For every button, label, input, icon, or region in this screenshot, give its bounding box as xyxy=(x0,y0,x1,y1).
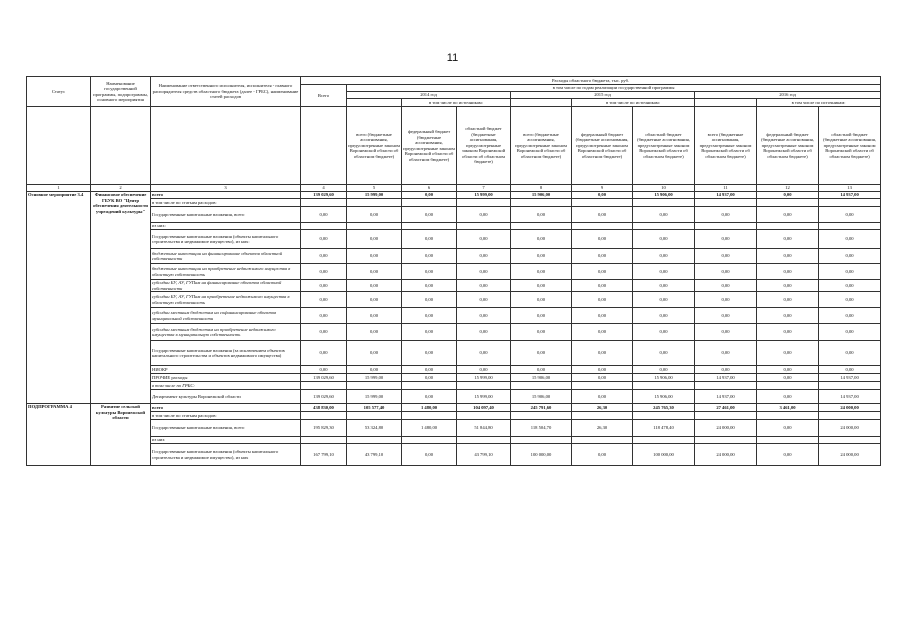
row-value: 14 937,00 xyxy=(695,192,757,199)
header-sources-2016: в том числе по источникам: xyxy=(757,99,881,107)
row-value: 15 906,00 xyxy=(633,192,695,199)
row-value: 0,00 xyxy=(301,280,347,292)
header-executor: Наименование ответственного исполнителя, исполнителя - главного распорядителя средств областного бюджета (далее - ГРБС), наименование статей расходов xyxy=(151,77,301,107)
row-label: субсидии БУ, АУ, ГУПам на финансирование объектов областной собственности xyxy=(151,280,301,292)
row-value: 15 906,00 xyxy=(511,374,572,382)
row-value xyxy=(301,223,347,230)
row-value: 0,00 xyxy=(402,249,457,264)
row-value: 0,00 xyxy=(819,341,881,366)
row-value: 0,00 xyxy=(402,264,457,280)
row-value xyxy=(457,199,511,207)
header-col-total-2015: всего (бюджетные ассигнования, предусмотренные законом Воронежской области об областном бюджете) xyxy=(511,107,572,185)
row-value: 0,00 xyxy=(572,341,633,366)
row-value: 0,00 xyxy=(572,444,633,466)
row-value: 0,00 xyxy=(402,366,457,374)
row-value: 0,00 xyxy=(633,292,695,308)
row-value: 0,00 xyxy=(819,366,881,374)
row-label: субсидии БУ, АУ, ГУПам на приобретение недвижимого имущества в областную собственность xyxy=(151,292,301,308)
row-value: 0,00 xyxy=(695,230,757,249)
row-value: 0,00 xyxy=(301,249,347,264)
row-value: 14 937,00 xyxy=(695,390,757,404)
col-number: 3 xyxy=(151,185,301,192)
row-value xyxy=(819,382,881,390)
table-row xyxy=(27,404,881,412)
row-value: 15 999,00 xyxy=(457,374,511,382)
row-value: 0,00 xyxy=(757,207,819,223)
row-value: 26,30 xyxy=(572,420,633,437)
row-value: 0,00 xyxy=(511,366,572,374)
row-value: 104 097,40 xyxy=(457,404,511,412)
row-value: 14 937,00 xyxy=(819,390,881,404)
row-value: 100 000,00 xyxy=(633,444,695,466)
header-program-name: Наименование государственной программы, подпрограммы, основного мероприятия xyxy=(91,77,151,107)
row-value: 0,00 xyxy=(819,207,881,223)
row-value xyxy=(402,382,457,390)
row-value: 0,00 xyxy=(695,264,757,280)
header-status: Статус xyxy=(27,77,91,107)
row-value: 0,00 xyxy=(347,324,402,341)
row-value: 0,00 xyxy=(457,264,511,280)
row-value: 0,00 xyxy=(457,292,511,308)
row-label: субсидии местным бюджетам на приобретение недвижимого имущества в муниципальную собственность xyxy=(151,324,301,341)
row-value: 0,00 xyxy=(402,444,457,466)
table-row xyxy=(27,437,881,444)
header-col-regional-2014: областной бюджет (бюджетные ассигнования, предусмотренные законом Воронежской области об областном бюджете) xyxy=(457,107,511,185)
row-value: 15 906,00 xyxy=(511,192,572,199)
table-row xyxy=(27,249,881,264)
row-label: всего xyxy=(151,192,301,199)
header-col-total-2016: всего (бюджетные ассигнования, предусмотренные законом Воронежской области об областном бюджете) xyxy=(695,107,757,185)
row-value: 0,00 xyxy=(402,230,457,249)
row-value xyxy=(402,223,457,230)
header-sources-2014: в том числе по источникам: xyxy=(402,99,511,107)
row-value: 15 999,00 xyxy=(347,192,402,199)
row-value: 0,00 xyxy=(695,324,757,341)
table-row xyxy=(27,264,881,280)
row-value: 0,00 xyxy=(819,230,881,249)
row-value: 15 999,00 xyxy=(457,192,511,199)
row-value: 0,00 xyxy=(511,292,572,308)
row-value: 100 000,00 xyxy=(511,444,572,466)
row-value: 15 999,00 xyxy=(457,390,511,404)
header-expenses-title: Расходы областного бюджета, тыс. руб. xyxy=(301,77,881,85)
row-label: в том числе по ГРБС: xyxy=(151,382,301,390)
row-value: 0,00 xyxy=(402,192,457,199)
row-value xyxy=(457,412,511,420)
header-col-regional-2015: областной бюджет (бюджетные ассигнования, предусмотренные законом Воронежской области об областном бюджете) xyxy=(633,107,695,185)
row-value: 0,00 xyxy=(457,207,511,223)
row-value xyxy=(695,437,757,444)
row-value xyxy=(572,223,633,230)
row-label: из них: xyxy=(151,223,301,230)
row-label: бюджетные инвестиции на финансирование объектов областной собственности xyxy=(151,249,301,264)
row-value: 15 906,00 xyxy=(633,390,695,404)
row-value: 0,00 xyxy=(757,192,819,199)
row-value: 0,00 xyxy=(511,230,572,249)
row-value: 0,00 xyxy=(511,280,572,292)
row-value: 0,00 xyxy=(301,230,347,249)
row-value: 0,00 xyxy=(572,292,633,308)
row-value xyxy=(695,382,757,390)
row-value: 0,00 xyxy=(301,207,347,223)
row-value xyxy=(572,382,633,390)
table-row xyxy=(27,207,881,223)
row-value: 0,00 xyxy=(347,280,402,292)
row-value: 0,00 xyxy=(457,308,511,324)
row-value: 0,00 xyxy=(633,280,695,292)
row-value: 0,00 xyxy=(757,324,819,341)
row-value: 0,00 xyxy=(757,230,819,249)
row-value: 0,00 xyxy=(402,280,457,292)
row-value: 15 906,00 xyxy=(633,374,695,382)
row-value: 0,00 xyxy=(633,341,695,366)
row-value xyxy=(301,412,347,420)
row-label: Государственные капитальные вложения, всего xyxy=(151,420,301,437)
row-value xyxy=(572,437,633,444)
row-value: 438 830,00 xyxy=(301,404,347,412)
row-value: 195 829,30 xyxy=(301,420,347,437)
header-year-2016: 2016 год xyxy=(695,92,881,99)
row-value: 0,00 xyxy=(633,264,695,280)
row-value: 14 937,00 xyxy=(695,374,757,382)
row-value: 0,00 xyxy=(511,341,572,366)
row-value: 0,00 xyxy=(457,341,511,366)
row-value xyxy=(457,437,511,444)
row-label: субсидии местным бюджетам на софинансирование объектов муниципальной собственности xyxy=(151,308,301,324)
col-number: 10 xyxy=(633,185,695,192)
row-program-name: Финансовое обеспечение ГБУК ВО "Центр обеспечения деятельности учреждений культуры" xyxy=(91,192,151,404)
row-value xyxy=(757,223,819,230)
row-value xyxy=(757,382,819,390)
col-number: 1 xyxy=(27,185,91,192)
row-value xyxy=(301,382,347,390)
row-value xyxy=(633,223,695,230)
header-col-regional-2016: областной бюджет (бюджетные ассигнования, предусмотренные законом Воронежской области об областном бюджете) xyxy=(819,107,881,185)
row-status: ПОДПРОГРАММА 4 xyxy=(27,404,91,466)
row-value xyxy=(511,437,572,444)
row-value xyxy=(633,437,695,444)
row-value: 53 324,80 xyxy=(347,420,402,437)
row-value xyxy=(819,412,881,420)
row-label: Государственные капитальные вложения (объекты капитального строительства и недвижимое имущество), из них: xyxy=(151,230,301,249)
table-row xyxy=(27,230,881,249)
row-value: 14 937,00 xyxy=(819,192,881,199)
row-value xyxy=(457,223,511,230)
row-value: 0,00 xyxy=(347,341,402,366)
row-value: 24 000,00 xyxy=(695,444,757,466)
table-row xyxy=(27,192,881,199)
row-value: 0,00 xyxy=(347,264,402,280)
row-value xyxy=(402,199,457,207)
row-value: 0,00 xyxy=(511,249,572,264)
header-col-federal-2015: федеральный бюджет (бюджетные ассигнования, предусмотренные законом Воронежской области об областном бюджете) xyxy=(572,107,633,185)
row-value: 24 000,00 xyxy=(695,420,757,437)
budget-table xyxy=(26,76,881,466)
row-value: 0,00 xyxy=(695,341,757,366)
row-value: 0,00 xyxy=(572,374,633,382)
row-value: 105 577,40 xyxy=(347,404,402,412)
row-value: 0,00 xyxy=(757,341,819,366)
row-value: 24 000,00 xyxy=(819,404,881,412)
row-value: 0,00 xyxy=(301,341,347,366)
table-row xyxy=(27,374,881,382)
header-col-total-2014: всего (бюджетные ассигнования, предусмотренные законом Воронежской области об областном бюджете) xyxy=(347,107,402,185)
row-value: 0,00 xyxy=(572,230,633,249)
row-value: 0,00 xyxy=(757,308,819,324)
row-value: 0,00 xyxy=(402,390,457,404)
row-value: 26,30 xyxy=(572,404,633,412)
row-value xyxy=(347,223,402,230)
row-value: 0,00 xyxy=(819,280,881,292)
row-label: всего xyxy=(151,404,301,412)
row-value: 245 791,60 xyxy=(511,404,572,412)
row-value xyxy=(347,382,402,390)
row-value: 0,00 xyxy=(695,366,757,374)
row-value: 0,00 xyxy=(457,366,511,374)
row-value xyxy=(695,223,757,230)
row-value: 0,00 xyxy=(511,324,572,341)
header-col-federal-2014: федеральный бюджет (бюджетные ассигнования, предусмотренные законом Воронежской области об областном бюджете) xyxy=(402,107,457,185)
row-value xyxy=(633,199,695,207)
row-value: 0,00 xyxy=(347,292,402,308)
row-value: 0,00 xyxy=(347,366,402,374)
row-value: 15 906,00 xyxy=(511,390,572,404)
row-label: из них xyxy=(151,437,301,444)
page-number: 11 xyxy=(446,52,459,64)
row-value: 0,00 xyxy=(757,444,819,466)
row-value: 3 461,00 xyxy=(757,404,819,412)
row-value: 1 480,00 xyxy=(402,420,457,437)
row-value: 0,00 xyxy=(819,264,881,280)
table-row xyxy=(27,308,881,324)
row-value: 0,00 xyxy=(757,374,819,382)
row-status: Основное мероприятие 3.4 xyxy=(27,192,91,404)
row-program-name: Развитие сельской культуры Воронежской области xyxy=(91,404,151,466)
row-value: 24 000,00 xyxy=(819,444,881,466)
row-value: 0,00 xyxy=(347,249,402,264)
row-label: Государственные капитальные вложения (за исключением объектов капитального строительства и объектов недвижимого имущества) xyxy=(151,341,301,366)
header-year-2014: 2014 год xyxy=(347,92,511,99)
row-value: 139 029,60 xyxy=(301,390,347,404)
header-col-federal-2016: федеральный бюджет (бюджетные ассигнования, предусмотренные законом Воронежской области об областном бюджете) xyxy=(757,107,819,185)
row-value: 0,00 xyxy=(301,264,347,280)
row-value xyxy=(757,412,819,420)
row-value: 0,00 xyxy=(695,308,757,324)
table-row xyxy=(27,199,881,207)
row-value xyxy=(819,199,881,207)
col-number: 4 xyxy=(301,185,347,192)
row-label: Департамент культуры Воронежской области xyxy=(151,390,301,404)
row-value: 118 478,40 xyxy=(633,420,695,437)
table-row xyxy=(27,292,881,308)
col-number: 11 xyxy=(695,185,757,192)
row-value xyxy=(695,199,757,207)
row-value: 27 461,00 xyxy=(695,404,757,412)
row-value: 0,00 xyxy=(402,374,457,382)
row-value: 0,00 xyxy=(511,207,572,223)
row-label: в том числе по статьям расходов: xyxy=(151,199,301,207)
row-value xyxy=(633,412,695,420)
row-value: 0,00 xyxy=(572,280,633,292)
table-row xyxy=(27,341,881,366)
row-value: 0,00 xyxy=(572,324,633,341)
row-value xyxy=(511,223,572,230)
row-value: 0,00 xyxy=(757,264,819,280)
row-value: 0,00 xyxy=(757,366,819,374)
row-value xyxy=(347,437,402,444)
row-value: 0,00 xyxy=(402,341,457,366)
header-total: Всего xyxy=(301,85,347,107)
row-value: 0,00 xyxy=(457,324,511,341)
row-value xyxy=(572,199,633,207)
row-value xyxy=(301,437,347,444)
row-value xyxy=(695,412,757,420)
row-value: 0,00 xyxy=(633,308,695,324)
row-value: 51 844,80 xyxy=(457,420,511,437)
row-value: 0,00 xyxy=(402,324,457,341)
row-value: 14 937,00 xyxy=(819,374,881,382)
table-row xyxy=(27,420,881,437)
header-sources-2015: в том числе по источникам: xyxy=(572,99,695,107)
row-label: в том числе по статьям расходов: xyxy=(151,412,301,420)
row-value: 118 504,70 xyxy=(511,420,572,437)
row-value xyxy=(457,382,511,390)
table-row xyxy=(27,223,881,230)
row-value xyxy=(402,412,457,420)
row-value: 0,00 xyxy=(819,324,881,341)
row-value: 0,00 xyxy=(301,292,347,308)
row-value: 0,00 xyxy=(511,264,572,280)
row-value: 0,00 xyxy=(695,249,757,264)
row-value xyxy=(511,412,572,420)
row-value xyxy=(633,382,695,390)
row-value: 0,00 xyxy=(757,249,819,264)
row-value: 0,00 xyxy=(633,230,695,249)
table-row xyxy=(27,382,881,390)
row-value: 0,00 xyxy=(695,207,757,223)
row-value: 15 999,00 xyxy=(347,374,402,382)
row-value: 139 029,60 xyxy=(301,374,347,382)
table-row xyxy=(27,280,881,292)
col-number: 13 xyxy=(819,185,881,192)
row-value xyxy=(819,437,881,444)
row-value xyxy=(572,412,633,420)
col-number: 8 xyxy=(511,185,572,192)
row-value: 245 765,30 xyxy=(633,404,695,412)
row-value: 0,00 xyxy=(402,308,457,324)
column-number-row xyxy=(27,185,881,192)
row-value xyxy=(511,199,572,207)
table-row xyxy=(27,366,881,374)
row-value xyxy=(347,199,402,207)
row-value: 0,00 xyxy=(402,292,457,308)
row-value xyxy=(511,382,572,390)
row-value xyxy=(301,199,347,207)
row-value: 1 480,00 xyxy=(402,404,457,412)
row-label: ПРОЧИЕ расходы xyxy=(151,374,301,382)
row-value: 0,00 xyxy=(301,308,347,324)
table-row xyxy=(27,390,881,404)
row-value: 0,00 xyxy=(695,292,757,308)
row-value: 0,00 xyxy=(511,308,572,324)
row-value: 24 000,00 xyxy=(819,420,881,437)
header-by-years: в том числе по годам реализации государственной программы xyxy=(347,85,881,92)
row-value: 139 029,60 xyxy=(301,192,347,199)
table-row xyxy=(27,444,881,466)
row-value: 0,00 xyxy=(757,280,819,292)
row-value: 43 799,10 xyxy=(347,444,402,466)
row-value xyxy=(757,437,819,444)
row-value: 0,00 xyxy=(347,230,402,249)
row-value: 0,00 xyxy=(301,366,347,374)
row-value: 0,00 xyxy=(572,207,633,223)
col-number: 9 xyxy=(572,185,633,192)
row-value: 0,00 xyxy=(819,292,881,308)
row-value: 0,00 xyxy=(633,366,695,374)
col-number: 5 xyxy=(347,185,402,192)
row-value: 0,00 xyxy=(572,308,633,324)
row-value: 167 799,10 xyxy=(301,444,347,466)
header-year-2015: 2015 год xyxy=(511,92,695,99)
row-label: Государственные капитальные вложения, всего xyxy=(151,207,301,223)
row-value: 43 799,10 xyxy=(457,444,511,466)
row-value: 0,00 xyxy=(457,249,511,264)
row-label: Государственные капитальные вложения (объекты капитального строительства и недвижимое имущество), из них xyxy=(151,444,301,466)
col-number: 12 xyxy=(757,185,819,192)
row-value: 0,00 xyxy=(347,207,402,223)
table-row xyxy=(27,412,881,420)
row-value: 0,00 xyxy=(572,192,633,199)
row-value: 0,00 xyxy=(572,390,633,404)
row-value: 0,00 xyxy=(457,280,511,292)
row-value: 0,00 xyxy=(757,292,819,308)
col-number: 7 xyxy=(457,185,511,192)
row-value: 0,00 xyxy=(695,280,757,292)
row-value: 0,00 xyxy=(757,390,819,404)
col-number: 2 xyxy=(91,185,151,192)
col-number: 6 xyxy=(402,185,457,192)
row-value: 0,00 xyxy=(301,324,347,341)
row-value: 0,00 xyxy=(572,366,633,374)
row-value: 0,00 xyxy=(572,264,633,280)
row-value: 15 999,00 xyxy=(347,390,402,404)
row-value: 0,00 xyxy=(457,230,511,249)
row-value xyxy=(402,437,457,444)
row-value xyxy=(819,223,881,230)
row-value: 0,00 xyxy=(633,249,695,264)
row-value: 0,00 xyxy=(633,207,695,223)
row-value: 0,00 xyxy=(633,324,695,341)
row-value xyxy=(757,199,819,207)
row-label: бюджетные инвестиции на приобретение недвижимого имущества в областную собственность xyxy=(151,264,301,280)
row-value xyxy=(347,412,402,420)
table-row xyxy=(27,324,881,341)
row-value: 0,00 xyxy=(402,207,457,223)
row-value: 0,00 xyxy=(819,308,881,324)
row-value: 0,00 xyxy=(819,249,881,264)
row-value: 0,00 xyxy=(572,249,633,264)
row-value: 0,00 xyxy=(347,308,402,324)
row-label: НИОКР xyxy=(151,366,301,374)
row-value: 0,00 xyxy=(757,420,819,437)
